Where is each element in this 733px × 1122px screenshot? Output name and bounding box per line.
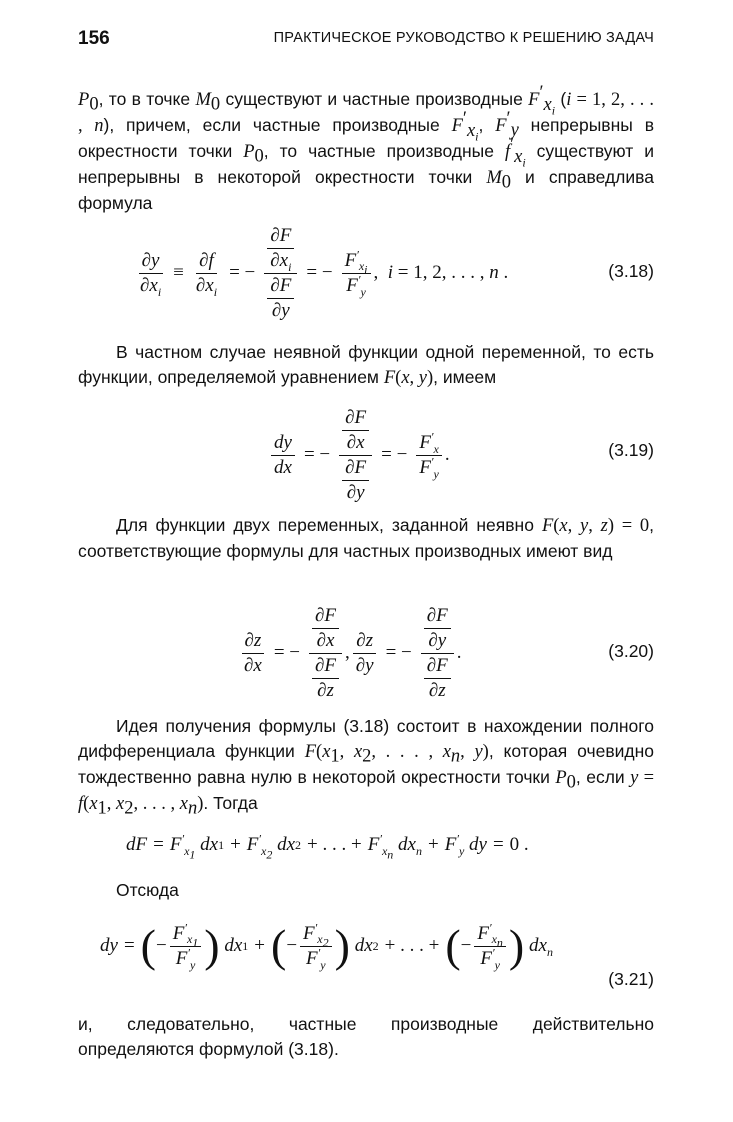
- paragraph-conclusion: и, следовательно, частные производные действительно определяются формулой (3.18).: [78, 1014, 654, 1059]
- paragraph-idea: Идея получения формулы (3.18) состоит в нахождении полного дифференциала функции $F(x_1$, $x_2$, . . . , $x_n$, y), которая очевидно тождественно равна нулю в некоторой окрестности точки $P_0$, если $y = f(x_1$, $x_2$, . . . , $x_n$). Тогда: [78, 716, 655, 819]
- equation-number: (3.18): [608, 261, 654, 281]
- equation-number: (3.21): [608, 969, 654, 989]
- equation-number: (3.19): [608, 440, 654, 460]
- equation-3-19: $\frac{dy}{dx}$ = − $\frac{\frac{\partial F}{\partial x}}{\frac{\partial F}{\partial y}}$ = − $\frac{F'_x}{F'_y}$ . (3.19): [78, 400, 654, 510]
- paragraph-intro: $P_0$, то в точке $M_0$ существуют и частные производные $F'_{x_i}$ (i = 1, 2, . . . , n), причем, если частные производные $F'_{x_i}$, $F'_y$ непрерывны в окрестности точки $P_0$, то частные производные $f'_{x_i}$ существуют и непрерывны в некоторой окрестности точки $M_0$ и справедлива формула: [78, 83, 655, 213]
- page-header: [78, 28, 654, 52]
- paragraph-two-variables: Для функции двух переменных, заданной неявно F(x, y, z) = 0, соответствующие формулы для частных производных имеют вид: [78, 515, 655, 561]
- equation-3-20: $\frac{\partial z}{\partial x}$ = − $\frac{\frac{\partial F}{\partial x}}{\frac{\partial F}{\partial z}}$ , $\frac{\partial z}{\partial y}$ = − $\frac{\frac{\partial F}{\partial y}}{\frac{\partial F}{\partial z}}$ . (3.20): [78, 597, 654, 709]
- paragraph-single-variable: В частном случае неявной функции одной переменной, то есть функции, определяемой уравнением F(x, y), имеем: [78, 342, 654, 388]
- equation-3-18: $\frac{\partial y}{\partial x_i}$ ≡ $\frac{\partial f}{\partial x_i}$ = − $\frac{\frac{\partial F}{\partial x_i}}{\frac{\partial F}{\partial y}}$ = − $\frac{F'_{x_i}}{F'_y}$ , i = 1, 2, . . . , n . (3.18): [140, 224, 654, 321]
- equation-3-21: dy = ( − $\frac{F'_{x_1}}{F'_y}$ ) dx 1 + ( − $\frac{F'_{x_2}}{F'_y}$ ) dx 2 + . . . + ( − $\frac{F'_{x_n}}{F'_y}$ ) $dx_n$ (3.21): [100, 920, 654, 989]
- equation-total-differential: dF = $F'_{x_1}$ dx 1 + $F'_{x_2}$ dx 2 + . . . + $F'_{x_n}$ $dx_n$ + $F'_y$ dy = 0 .: [126, 831, 529, 862]
- equation-number: (3.20): [608, 641, 654, 661]
- page-number: 156: [78, 28, 110, 49]
- running-title: ПРАКТИЧЕСКОЕ РУКОВОДСТВО К РЕШЕНИЮ ЗАДАЧ: [273, 30, 654, 46]
- paragraph-hence: Отсюда: [116, 880, 179, 900]
